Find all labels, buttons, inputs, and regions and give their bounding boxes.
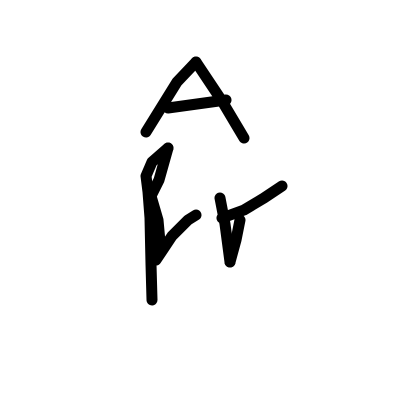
scribble-glyph: [146, 148, 282, 300]
letter-a-crossbar: [168, 100, 226, 108]
scribble-hook: [222, 186, 282, 218]
scribble-v-right: [230, 220, 240, 262]
letter-a-glyph: [146, 62, 244, 138]
scribble-loop-down: [151, 196, 196, 260]
letter-a-left-stroke: [146, 62, 196, 132]
